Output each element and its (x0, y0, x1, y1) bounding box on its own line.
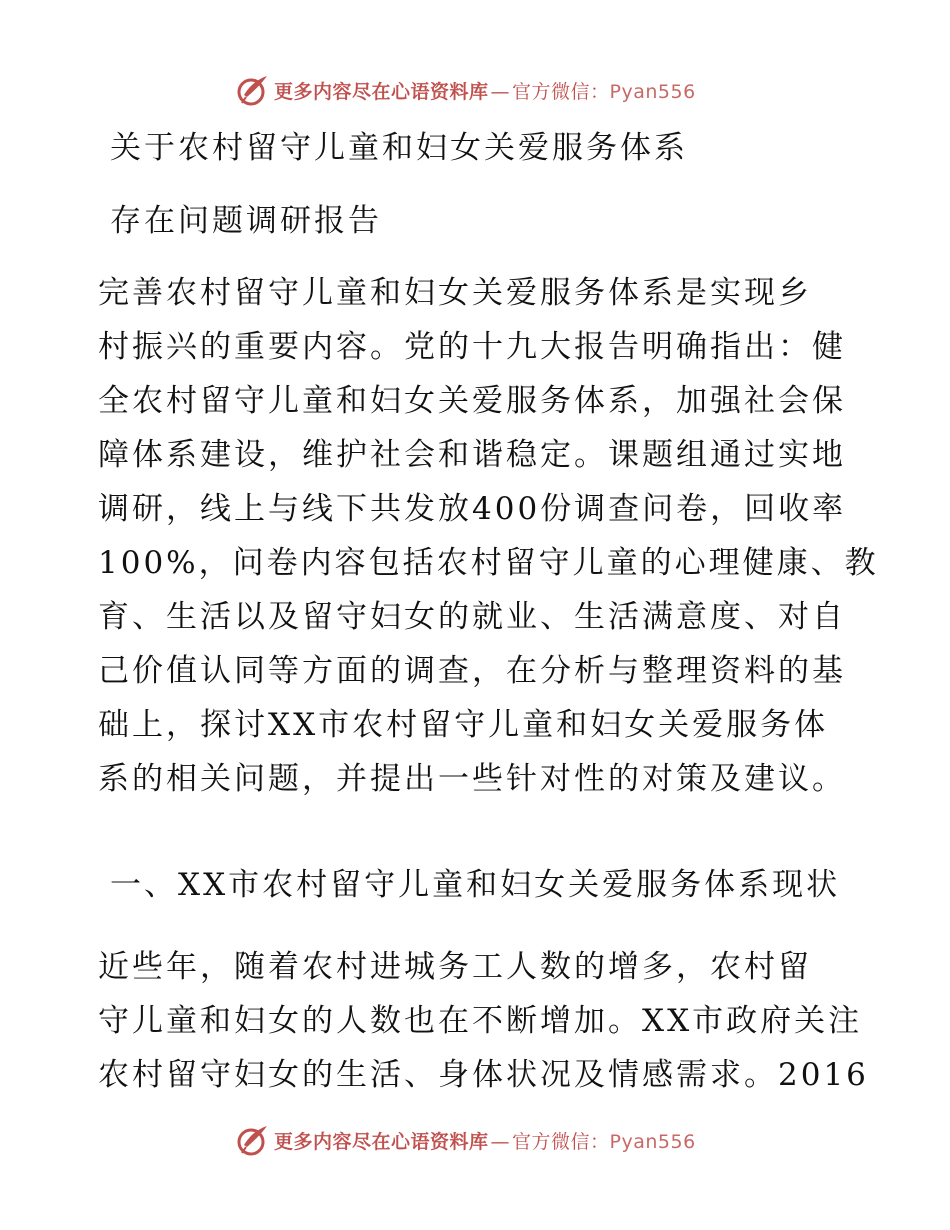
paragraph-line: 己价值认同等方面的调查，在分析与整理资料的基 (98, 653, 846, 689)
watermark-text (274, 1127, 696, 1154)
paragraph-line: 村振兴的重要内容。党的十九大报告明确指出：健 (98, 329, 846, 365)
section-paragraph (98, 940, 869, 1102)
feather-quill-logo (236, 1123, 270, 1157)
watermark-separator: — (490, 1130, 511, 1153)
watermark-main: 更多内容尽在心语资料库 (274, 80, 489, 103)
paragraph-line: 系的相关问题，并提出一些针对性的对策及建议。 (98, 761, 846, 797)
feather-quill-logo (236, 73, 270, 107)
watermark-main: 更多内容尽在心语资料库 (274, 1130, 489, 1153)
watermark-label: 官方微信： (512, 80, 610, 103)
document-title-line1: 关于农村留守儿童和妇女关爱服务体系 (110, 130, 688, 166)
paragraph-line: 障体系建设，维护社会和谐稳定。课题组通过实地 (98, 437, 846, 473)
section-heading: 一、XX市农村留守儿童和妇女关爱服务体系现状 (110, 867, 841, 903)
paragraph-line: 全农村留守儿童和妇女关爱服务体系，加强社会保 (98, 383, 846, 419)
document-title-line2: 存在问题调研报告 (110, 203, 382, 239)
watermark-label: 官方微信： (512, 1130, 610, 1153)
watermark-separator: — (490, 80, 511, 103)
paragraph-line: 育、生活以及留守妇女的就业、生活满意度、对自 (98, 599, 846, 635)
watermark-wechat-id: Pyan556 (609, 80, 696, 103)
watermark-text (274, 77, 696, 104)
header-watermark (236, 73, 696, 107)
intro-paragraph (98, 266, 879, 806)
paragraph-line: 近些年，随着农村进城务工人数的增多，农村留 (98, 949, 812, 985)
footer-watermark (236, 1123, 696, 1157)
paragraph-line: 完善农村留守儿童和妇女关爱服务体系是实现乡 (98, 275, 812, 311)
watermark-wechat-id: Pyan556 (609, 1130, 696, 1153)
paragraph-line: 守儿童和妇女的人数也在不断增加。XX市政府关注 (98, 1003, 863, 1039)
paragraph-line: 础上，探讨XX市农村留守儿童和妇女关爱服务体 (98, 707, 829, 743)
paragraph-line: 100%，问卷内容包括农村留守儿童的心理健康、教 (98, 545, 879, 581)
paragraph-line: 调研，线上与线下共发放400份调查问卷，回收率 (98, 491, 847, 527)
paragraph-line: 农村留守妇女的生活、身体状况及情感需求。2016 (98, 1057, 869, 1093)
